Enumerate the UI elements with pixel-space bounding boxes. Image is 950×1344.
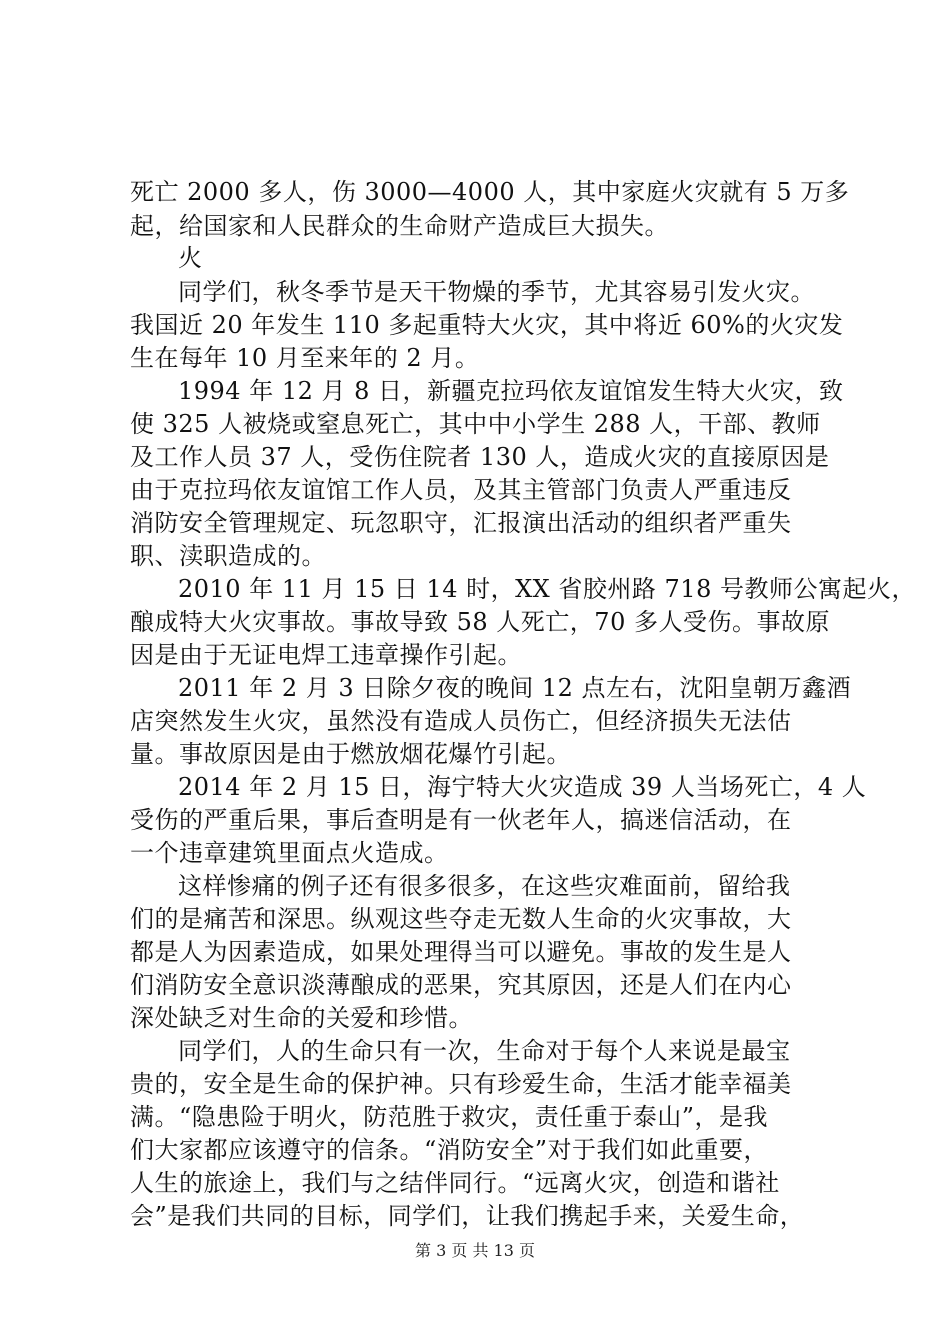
text-line: 我国近 20 年发生 110 多起重特大火灾，其中将近 60%的火灾发 bbox=[130, 311, 844, 339]
text-line: 由于克拉玛依友谊馆工作人员，及其主管部门负责人严重违反 bbox=[130, 476, 792, 504]
text-line: 会”是我们共同的目标，同学们，让我们携起手来，关爱生命， bbox=[130, 1202, 805, 1230]
text-line: 生在每年 10 月至来年的 2 月。 bbox=[130, 344, 480, 372]
text-line: 们大家都应该遵守的信条。“消防安全”对于我们如此重要， bbox=[130, 1136, 769, 1164]
text-line: 死亡 2000 多人，伤 3000—4000 人，其中家庭火灾就有 5 万多 bbox=[130, 178, 850, 206]
paragraph-start-line: 同学们，秋冬季节是天干物燥的季节，尤其容易引发火灾。 bbox=[178, 278, 815, 306]
text-line: 及工作人员 37 人，受伤住院者 130 人，造成火灾的直接原因是 bbox=[130, 443, 830, 471]
text-line: 人生的旅途上，我们与之结伴同行。“远离火灾，创造和谐社 bbox=[130, 1169, 780, 1197]
paragraph-start-line: 2014 年 2 月 15 日，海宁特大火灾造成 39 人当场死亡，4 人 bbox=[178, 773, 867, 801]
text-line: 酿成特大火灾事故。事故导致 58 人死亡，70 多人受伤。事故原 bbox=[130, 608, 830, 636]
text-line: 店突然发生火灾，虽然没有造成人员伤亡，但经济损失无法估 bbox=[130, 707, 792, 735]
text-line: 起，给国家和人民群众的生命财产造成巨大损失。 bbox=[130, 212, 669, 240]
paragraph-start-line: 2011 年 2 月 3 日除夕夜的晚间 12 点左右，沈阳皇朝万鑫酒 bbox=[178, 674, 852, 702]
page-number-footer: 第 3 页 共 13 页 bbox=[415, 1241, 535, 1260]
text-line: 使 325 人被烧或窒息死亡，其中中小学生 288 人，干部、教师 bbox=[130, 410, 821, 438]
text-line: 贵的，安全是生命的保护神。只有珍爱生命，生活才能幸福美 bbox=[130, 1070, 792, 1098]
paragraph-start-line: 1994 年 12 月 8 日，新疆克拉玛依友谊馆发生特大火灾，致 bbox=[178, 377, 844, 405]
text-line: 满。“隐患险于明火，防范胜于救灾，责任重于泰山”，是我 bbox=[130, 1103, 769, 1131]
text-line: 量。事故原因是由于燃放烟花爆竹引起。 bbox=[130, 740, 571, 768]
text-line: 消防安全管理规定、玩忽职守，汇报演出活动的组织者严重失 bbox=[130, 509, 792, 537]
text-line: 职、渎职造成的。 bbox=[130, 542, 326, 570]
paragraph-start-line: 同学们，人的生命只有一次，生命对于每个人来说是最宝 bbox=[178, 1037, 791, 1065]
text-line: 因是由于无证电焊工违章操作引起。 bbox=[130, 641, 522, 669]
paragraph-start-line: 这样惨痛的例子还有很多很多，在这些灾难面前，留给我 bbox=[178, 872, 791, 900]
text-line: 受伤的严重后果，事后查明是有一伙老年人，搞迷信活动，在 bbox=[130, 806, 792, 834]
text-line: 们的是痛苦和深思。纵观这些夺走无数人生命的火灾事故，大 bbox=[130, 905, 792, 933]
paragraph-start-line: 2010 年 11 月 15 日 14 时，XX 省胶州路 718 号教师公寓起火， bbox=[178, 575, 916, 603]
text-line: 一个违章建筑里面点火造成。 bbox=[130, 839, 449, 867]
text-line: 火 bbox=[178, 244, 203, 272]
text-line: 都是人为因素造成，如果处理得当可以避免。事故的发生是人 bbox=[130, 938, 792, 966]
text-line: 们消防安全意识淡薄酿成的恶果，究其原因，还是人们在内心 bbox=[130, 971, 792, 999]
text-line: 深处缺乏对生命的关爱和珍惜。 bbox=[130, 1004, 473, 1032]
